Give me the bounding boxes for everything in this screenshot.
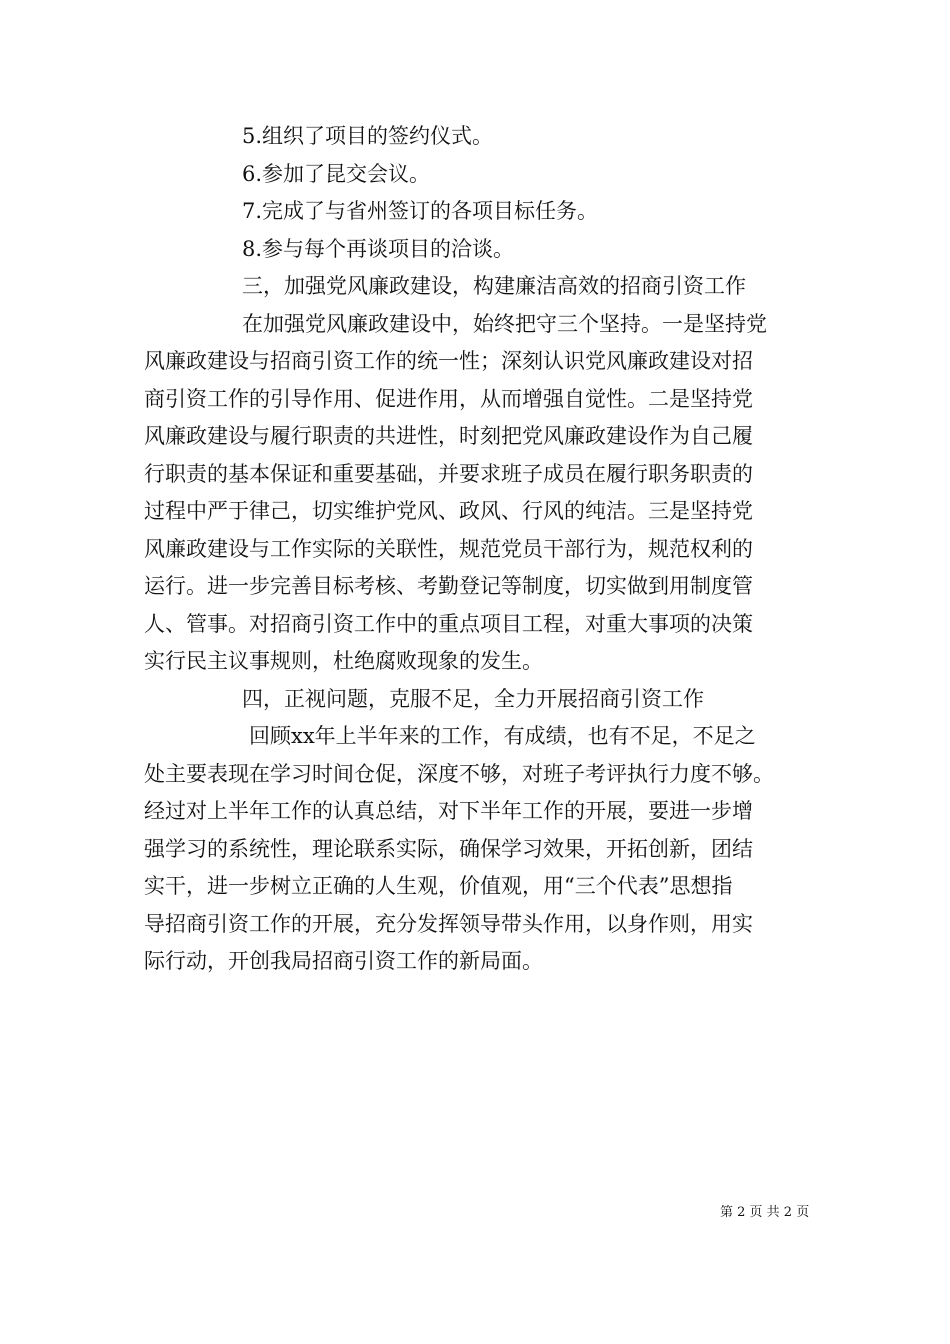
paragraph-line: 经过对上半年工作的认真总结，对下半年工作的开展，要进一步增 (144, 799, 753, 823)
paragraph-line: 商引资工作的引导作用、促进作用，从而增强自觉性。二是坚持党 (144, 386, 753, 411)
list-item: 8.参与每个再谈项目的洽谈。 (242, 236, 515, 261)
paragraph-line: 风廉政建设与招商引资工作的统一性；深刻认识党风廉政建设对招 (144, 349, 753, 373)
paragraph-line: 际行动，开创我局招商引资工作的新局面。 (144, 949, 543, 973)
section-four-paragraph (144, 718, 816, 981)
paragraph-line: 实干，进一步树立正确的人生观，价值观，用“三个代表”思想指 (144, 874, 733, 898)
numbered-list (144, 118, 816, 268)
paragraph-line: 在加强党风廉政建设中，始终把守三个坚持。一是坚持党 (242, 311, 767, 336)
paragraph-line: 人、管事。对招商引资工作中的重点项目工程，对重大事项的决策 (144, 611, 753, 636)
paragraph-line: 运行。进一步完善目标考核、考勤登记等制度，切实做到用制度管 (144, 574, 753, 598)
paragraph-line: 处主要表现在学习时间仓促，深度不够，对班子考评执行力度不够。 (144, 761, 774, 786)
page-number-footer: 第 2 页 共 2 页 (720, 1205, 810, 1220)
paragraph-line: 过程中严于律己，切实维护党风、政风、行风的纯洁。三是坚持党 (144, 499, 753, 523)
list-item: 6.参加了昆交会议。 (242, 161, 431, 186)
section-three (144, 268, 816, 681)
paragraph-line: 行职责的基本保证和重要基础，并要求班子成员在履行职务职责的 (144, 461, 753, 486)
section-three-heading: 三，加强党风廉政建设，构建廉洁高效的招商引资工作 (242, 274, 746, 298)
paragraph-line: 风廉政建设与工作实际的关联性，规范党员干部行为，规范权利的 (144, 536, 753, 561)
paragraph-line: 导招商引资工作的开展，充分发挥领导带头作用，以身作则，用实 (144, 911, 753, 936)
section-three-paragraph (144, 306, 816, 681)
document-body (144, 118, 816, 981)
paragraph-line: 实行民主议事规则，杜绝腐败现象的发生。 (144, 649, 543, 673)
paragraph-line: 回顾xx年上半年来的工作，有成绩，也有不足，不足之 (249, 724, 756, 748)
paragraph-line: 风廉政建设与履行职责的共进性，时刻把党风廉政建设作为自己履 (144, 424, 753, 448)
section-four-heading: 四，正视问题，克服不足，全力开展招商引资工作 (242, 686, 704, 711)
paragraph-line: 强学习的系统性，理论联系实际，确保学习效果，开拓创新，团结 (144, 836, 753, 861)
list-item: 5.组织了项目的签约仪式。 (242, 124, 494, 148)
list-item: 7.完成了与省州签订的各项目标任务。 (242, 199, 599, 223)
section-four (144, 681, 816, 981)
